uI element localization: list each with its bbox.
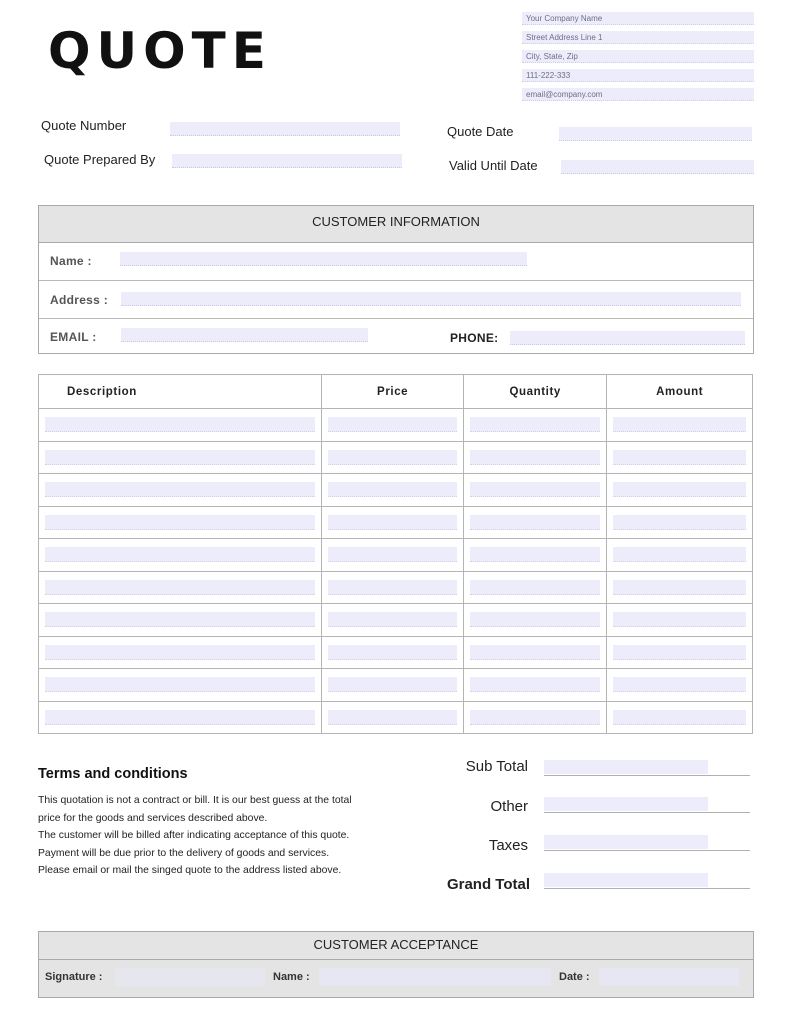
item-amount-field[interactable] — [613, 450, 746, 465]
item-price-cell[interactable] — [322, 571, 464, 604]
item-quantity-cell[interactable] — [464, 474, 607, 507]
acceptance-row — [39, 960, 753, 998]
terms-title: Terms and conditions — [38, 766, 188, 782]
customer-email-label: EMAIL : — [50, 330, 97, 344]
item-amount-field[interactable] — [613, 645, 746, 660]
item-price-field[interactable] — [328, 645, 457, 660]
terms-line: Please email or mail the singed quote to the address listed above. — [38, 865, 342, 876]
customer-name-row — [39, 243, 753, 281]
item-price-cell[interactable] — [322, 604, 464, 637]
acceptance-name-field[interactable] — [319, 968, 551, 986]
customer-acceptance-header: CUSTOMER ACCEPTANCE — [39, 932, 753, 960]
column-header-amount: Amount — [607, 375, 753, 409]
sub-total-label: Sub Total — [465, 758, 528, 775]
customer-phone-label: PHONE: — [450, 331, 499, 345]
item-quantity-field[interactable] — [470, 645, 600, 660]
company-phone-field[interactable]: 111-222-333 — [522, 69, 754, 82]
customer-address-field[interactable] — [121, 292, 741, 306]
items-header-row — [39, 375, 753, 409]
table-row — [39, 474, 753, 507]
table-row — [39, 441, 753, 474]
item-price-field[interactable] — [328, 677, 457, 692]
acceptance-name-label: Name : — [273, 971, 310, 983]
table-row — [39, 636, 753, 669]
item-description-cell[interactable] — [39, 441, 322, 474]
item-description-cell[interactable] — [39, 701, 322, 734]
item-amount-cell[interactable] — [607, 701, 753, 734]
item-description-field[interactable] — [45, 547, 315, 562]
item-description-cell[interactable] — [39, 539, 322, 572]
table-row — [39, 604, 753, 637]
item-amount-cell[interactable] — [607, 669, 753, 702]
item-quantity-cell[interactable] — [464, 571, 607, 604]
item-amount-field[interactable] — [613, 612, 746, 627]
item-amount-field[interactable] — [613, 580, 746, 595]
grand-total-field[interactable] — [544, 873, 750, 889]
item-quantity-cell[interactable] — [464, 701, 607, 734]
table-row — [39, 409, 753, 442]
table-row — [39, 669, 753, 702]
item-amount-cell[interactable] — [607, 506, 753, 539]
item-price-field[interactable] — [328, 515, 457, 530]
customer-email-field[interactable] — [121, 328, 368, 342]
customer-address-label: Address : — [50, 293, 109, 307]
item-amount-cell[interactable] — [607, 539, 753, 572]
column-header-price: Price — [322, 375, 464, 409]
item-quantity-field[interactable] — [470, 450, 600, 465]
column-header-description: Description — [39, 375, 322, 409]
valid-until-field[interactable] — [561, 160, 754, 174]
item-description-field[interactable] — [45, 677, 315, 692]
item-description-cell[interactable] — [39, 571, 322, 604]
item-description-field[interactable] — [45, 612, 315, 627]
item-price-field[interactable] — [328, 580, 457, 595]
grand-total-label: Grand Total — [446, 876, 530, 893]
prepared-by-label: Quote Prepared By — [44, 152, 156, 167]
sub-total-field[interactable] — [544, 760, 750, 776]
item-description-field[interactable] — [45, 710, 315, 725]
item-price-field[interactable] — [328, 417, 457, 432]
terms-line: Payment will be due prior to the delivery of goods and services. — [38, 847, 330, 859]
item-quantity-field[interactable] — [470, 515, 600, 530]
item-amount-field[interactable] — [613, 515, 746, 530]
item-quantity-field[interactable] — [470, 580, 600, 595]
item-amount-field[interactable] — [613, 710, 746, 725]
quote-number-label: Quote Number — [41, 118, 127, 133]
taxes-field[interactable] — [544, 835, 750, 851]
item-description-field[interactable] — [45, 482, 315, 497]
signature-field[interactable] — [115, 968, 265, 986]
item-amount-cell[interactable] — [607, 474, 753, 507]
item-quantity-cell[interactable] — [464, 604, 607, 637]
signature-label: Signature : — [45, 971, 103, 983]
column-header-quantity: Quantity — [464, 375, 607, 409]
item-amount-cell[interactable] — [607, 571, 753, 604]
company-city-field[interactable]: City, State, Zip — [522, 50, 754, 63]
item-amount-cell[interactable] — [607, 636, 753, 669]
item-quantity-field[interactable] — [470, 677, 600, 692]
customer-name-label: Name : — [50, 254, 92, 268]
item-price-field[interactable] — [328, 547, 457, 562]
item-amount-cell[interactable] — [607, 604, 753, 637]
item-price-cell[interactable] — [322, 636, 464, 669]
table-row — [39, 571, 753, 604]
item-quantity-field[interactable] — [470, 612, 600, 627]
item-description-field[interactable] — [45, 645, 315, 660]
item-quantity-cell[interactable] — [464, 636, 607, 669]
item-amount-cell[interactable] — [607, 441, 753, 474]
item-amount-field[interactable] — [613, 547, 746, 562]
terms-text — [38, 792, 418, 880]
item-description-cell[interactable] — [39, 474, 322, 507]
quote-date-label: Quote Date — [447, 124, 514, 139]
item-description-field[interactable] — [45, 417, 315, 432]
table-row — [39, 701, 753, 734]
item-quantity-cell[interactable] — [464, 409, 607, 442]
customer-name-field[interactable] — [120, 252, 527, 266]
customer-acceptance-box — [38, 931, 754, 998]
item-quantity-cell[interactable] — [464, 669, 607, 702]
customer-phone-field[interactable] — [510, 331, 745, 345]
item-description-field[interactable] — [45, 515, 315, 530]
document-title: QUOTE — [48, 22, 272, 80]
item-price-cell[interactable] — [322, 441, 464, 474]
prepared-by-field[interactable] — [172, 154, 402, 168]
item-quantity-field[interactable] — [470, 547, 600, 562]
items-table — [38, 374, 753, 734]
other-field[interactable] — [544, 797, 750, 813]
table-row — [39, 506, 753, 539]
item-amount-cell[interactable] — [607, 409, 753, 442]
item-amount-field[interactable] — [613, 677, 746, 692]
item-price-cell[interactable] — [322, 506, 464, 539]
item-description-field[interactable] — [45, 450, 315, 465]
taxes-label: Taxes — [488, 837, 528, 854]
items-body — [39, 409, 753, 734]
item-price-cell[interactable] — [322, 474, 464, 507]
customer-info-box — [38, 205, 754, 354]
quote-date-field[interactable] — [559, 127, 752, 141]
item-description-cell[interactable] — [39, 604, 322, 637]
other-label: Other — [490, 798, 528, 815]
terms-line: The customer will be billed after indicating acceptance of this quote. — [38, 830, 350, 841]
customer-address-row — [39, 281, 753, 319]
item-price-cell[interactable] — [322, 539, 464, 572]
item-quantity-field[interactable] — [470, 482, 600, 497]
item-price-cell[interactable] — [322, 701, 464, 734]
item-description-field[interactable] — [45, 580, 315, 595]
item-quantity-cell[interactable] — [464, 441, 607, 474]
item-price-cell[interactable] — [322, 409, 464, 442]
item-price-field[interactable] — [328, 450, 457, 465]
item-description-cell[interactable] — [39, 636, 322, 669]
company-email-field[interactable]: email@company.com — [522, 88, 754, 101]
terms-line: price for the goods and services described above. — [38, 812, 268, 824]
item-price-field[interactable] — [328, 612, 457, 627]
acceptance-date-field[interactable] — [599, 968, 739, 986]
customer-contact-row — [39, 319, 753, 355]
acceptance-date-label: Date : — [559, 971, 590, 983]
item-description-cell[interactable] — [39, 506, 322, 539]
customer-info-header: CUSTOMER INFORMATION — [39, 206, 753, 243]
table-row — [39, 539, 753, 572]
item-description-cell[interactable] — [39, 669, 322, 702]
item-amount-field[interactable] — [613, 417, 746, 432]
item-amount-field[interactable] — [613, 482, 746, 497]
item-price-field[interactable] — [328, 482, 457, 497]
terms-line: This quotation is not a contract or bill. It is our best guess at the total — [38, 795, 352, 806]
company-name-field[interactable]: Your Company Name — [522, 12, 754, 25]
item-quantity-field[interactable] — [470, 417, 600, 432]
item-price-cell[interactable] — [322, 669, 464, 702]
item-quantity-cell[interactable] — [464, 506, 607, 539]
valid-until-label: Valid Until Date — [449, 158, 538, 173]
item-quantity-field[interactable] — [470, 710, 600, 725]
item-price-field[interactable] — [328, 710, 457, 725]
item-description-cell[interactable] — [39, 409, 322, 442]
company-address-field[interactable]: Street Address Line 1 — [522, 31, 754, 44]
quote-number-field[interactable] — [170, 122, 400, 136]
item-quantity-cell[interactable] — [464, 539, 607, 572]
